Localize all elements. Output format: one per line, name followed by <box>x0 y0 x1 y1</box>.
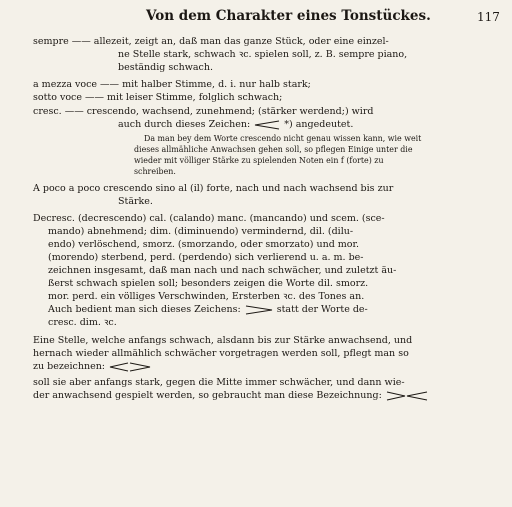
footnote-line: dieses allmähliche Anwachsen gehen soll, so pflegen Einige unter die <box>134 145 413 154</box>
text-fragment: der anwachsend gespielt werden, so gebraucht man diese Bezeichnung: <box>33 390 382 401</box>
text-line: ne Stelle stark, schwach ꝛc. spielen soll, z. B. sempre piano, <box>118 49 408 60</box>
messa-di-voce-hairpin-icon <box>108 362 152 372</box>
text-line: Decresc. (decrescendo) cal. (calando) manc. (mancando) und scem. (sce- <box>33 213 385 224</box>
text-fragment: *) angedeutet. <box>284 119 354 130</box>
text-line: soll sie aber anfangs stark, gegen die Mitte immer schwächer, und dann wie- <box>33 377 405 388</box>
text-line: zeichnen insgesamt, daß man nach und nach schwächer, und zuletzt äu- <box>48 265 397 276</box>
text-line: mando) abnehmend; dim. (diminuendo) vermindernd, dil. (dilu- <box>48 226 354 237</box>
text-line: (morendo) sterbend, perd. (perdendo) sich verlierend u. a. m. be- <box>48 252 364 263</box>
text-line: A poco a poco crescendo sino al (il) forte, nach und nach wachsend bis zur <box>33 183 394 194</box>
text-line-with-sign <box>118 119 353 131</box>
text-line: beständig schwach. <box>118 62 213 73</box>
text-line: Stärke. <box>118 196 153 207</box>
text-line-with-sign <box>48 304 368 316</box>
crescendo-hairpin-icon <box>253 120 281 130</box>
text-line-with-sign <box>33 361 152 373</box>
text-line-with-sign <box>33 390 429 402</box>
reverse-messa-di-voce-hairpin-icon <box>385 391 429 401</box>
decrescendo-hairpin-icon <box>244 305 274 315</box>
text-line: ßerst schwach spielen soll; besonders zeigen die Worte dil. smorz. <box>48 278 369 289</box>
text-line: endo) verlöschend, smorz. (smorzando, oder smorzato) und mor. <box>48 239 360 250</box>
text-line: hernach wieder allmählich schwächer vorgetragen werden soll, pflegt man so <box>33 348 409 359</box>
text-line: sotto voce —— mit leiser Stimme, folglich schwach; <box>33 92 283 103</box>
footnote-line: wieder mit völliger Stärke zu spielenden Noten ein f (forte) zu <box>134 156 384 165</box>
text-fragment: Auch bedient man sich dieses Zeichens: <box>48 304 241 315</box>
text-line: mor. perd. ein völliges Verschwinden, Ersterben ꝛc. des Tones an. <box>48 291 365 302</box>
text-fragment: zu bezeichnen: <box>33 361 106 372</box>
text-fragment: statt der Worte de- <box>276 304 368 315</box>
text-fragment: auch durch dieses Zeichen: <box>118 119 251 130</box>
text-line: Eine Stelle, welche anfangs schwach, alsdann bis zur Stärke anwachsend, und <box>33 335 413 346</box>
footnote-line: Da man bey dem Worte crescendo nicht genau wissen kann, wie weit <box>144 134 422 143</box>
page-number: 117 <box>477 10 500 24</box>
text-line: a mezza voce —— mit halber Stimme, d. i. nur halb stark; <box>33 79 311 90</box>
text-line: sempre —— allezeit, zeigt an, daß man das ganze Stück, oder eine einzel- <box>33 36 389 47</box>
page-title: Von dem Charakter eines Tonstückes. <box>146 8 431 24</box>
text-line: cresc. dim. ꝛc. <box>48 317 117 328</box>
footnote-line: schreiben. <box>134 167 176 176</box>
text-line: cresc. —— crescendo, wachsend, zunehmend; (stärker werdend;) wird <box>33 106 374 117</box>
